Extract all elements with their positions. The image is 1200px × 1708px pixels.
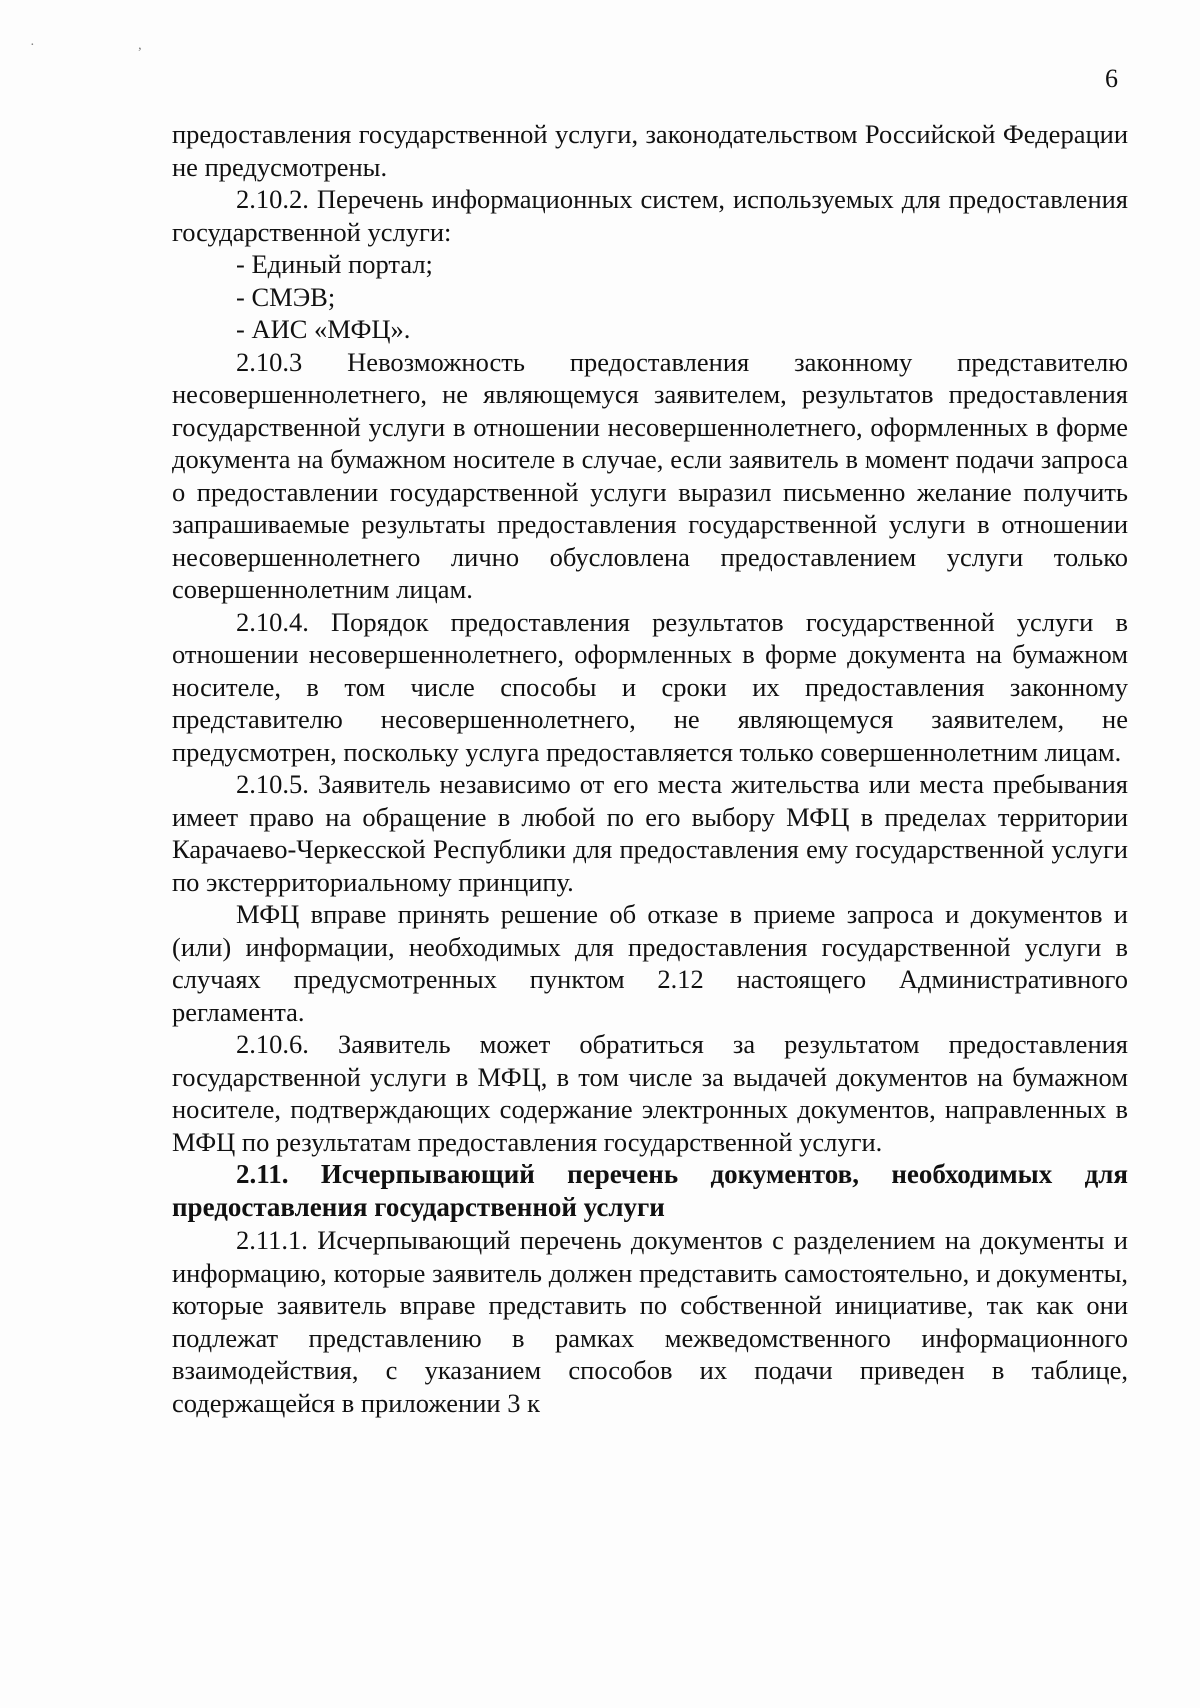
- paragraph-2-11-1: 2.11.1. Исчерпывающий перечень документов с разделением на документы и информацию, которые заявитель должен представить самостоятельно, и документы, которые заявитель вправе представить по собственной инициативе, так как они подлежат представлению в рамках межведомственного информационного взаимодействия, с указанием способов их подачи приведен в таблице, содержащейся в приложении 3 к: [172, 1225, 1128, 1418]
- paragraph-2-10-3: 2.10.3 Невозможность предоставления законному представителю несовершеннолетнего, не являющемуся заявителем, результатов предоставления государственной услуги в отношении несовершеннолетнего, оформленных в форме документа на бумажном носителе в случае, если заявитель в момент подачи запроса о предоставлении государственной услуги выразил письменно желание получить запрашиваемые результаты предоставления государственной услуги в отношении несовершеннолетнего лично обусловлена предоставлением услуги только совершеннолетним лицам.: [172, 346, 1128, 604]
- scan-specks: · ,: [30, 38, 192, 53]
- paragraph-2-10-6: 2.10.6. Заявитель может обратиться за результатом предоставления государственной услуги в МФЦ, в том числе за выдачей документов на бумажном носителе, подтверждающих содержание электронных документов, направленных в МФЦ по результатам предоставления государственной услуги.: [172, 1029, 1128, 1157]
- page-number: 6: [1105, 64, 1118, 93]
- paragraph-continuation: предоставления государственной услуги, законодательством Российской Федерации не предусмотрены.: [172, 119, 1128, 182]
- document-body: [172, 118, 1128, 1419]
- paragraph-2-10-2: 2.10.2. Перечень информационных систем, используемых для предоставления государственной услуги:: [172, 184, 1128, 247]
- paragraph-2-10-5: 2.10.5. Заявитель независимо от его места жительства или места пребывания имеет право на обращение в любой по его выбору МФЦ в пределах территории Карачаево-Черкесской Республики для предоставления ему государственной услуги по экстерриториальному принципу.: [172, 769, 1128, 897]
- list-item-smev: - СМЭВ;: [236, 281, 336, 312]
- paragraph-2-10-4: 2.10.4. Порядок предоставления результатов государственной услуги в отношении несовершеннолетнего, оформленных в форме документа на бумажном носителе, в том числе способы и сроки их предоставления законному представителю несовершеннолетнего, не являющемуся заявителем, не предусмотрен, поскольку услуга предоставляется только совершеннолетним лицам.: [172, 606, 1128, 767]
- list-item-ais-mfc: - АИС «МФЦ».: [236, 314, 411, 344]
- list-item-portal: - Единый портал;: [236, 249, 433, 279]
- section-heading-2-11: 2.11. Исчерпывающий перечень документов, необходимых для предоставления государственной услуги: [172, 1159, 1128, 1222]
- paragraph-mfc-refusal: МФЦ вправе принять решение об отказе в приеме запроса и документов и (или) информации, необходимых для предоставления государственной услуги в случаях предусмотренных пунктом 2.12 настоящего Административного регламента.: [172, 899, 1128, 1027]
